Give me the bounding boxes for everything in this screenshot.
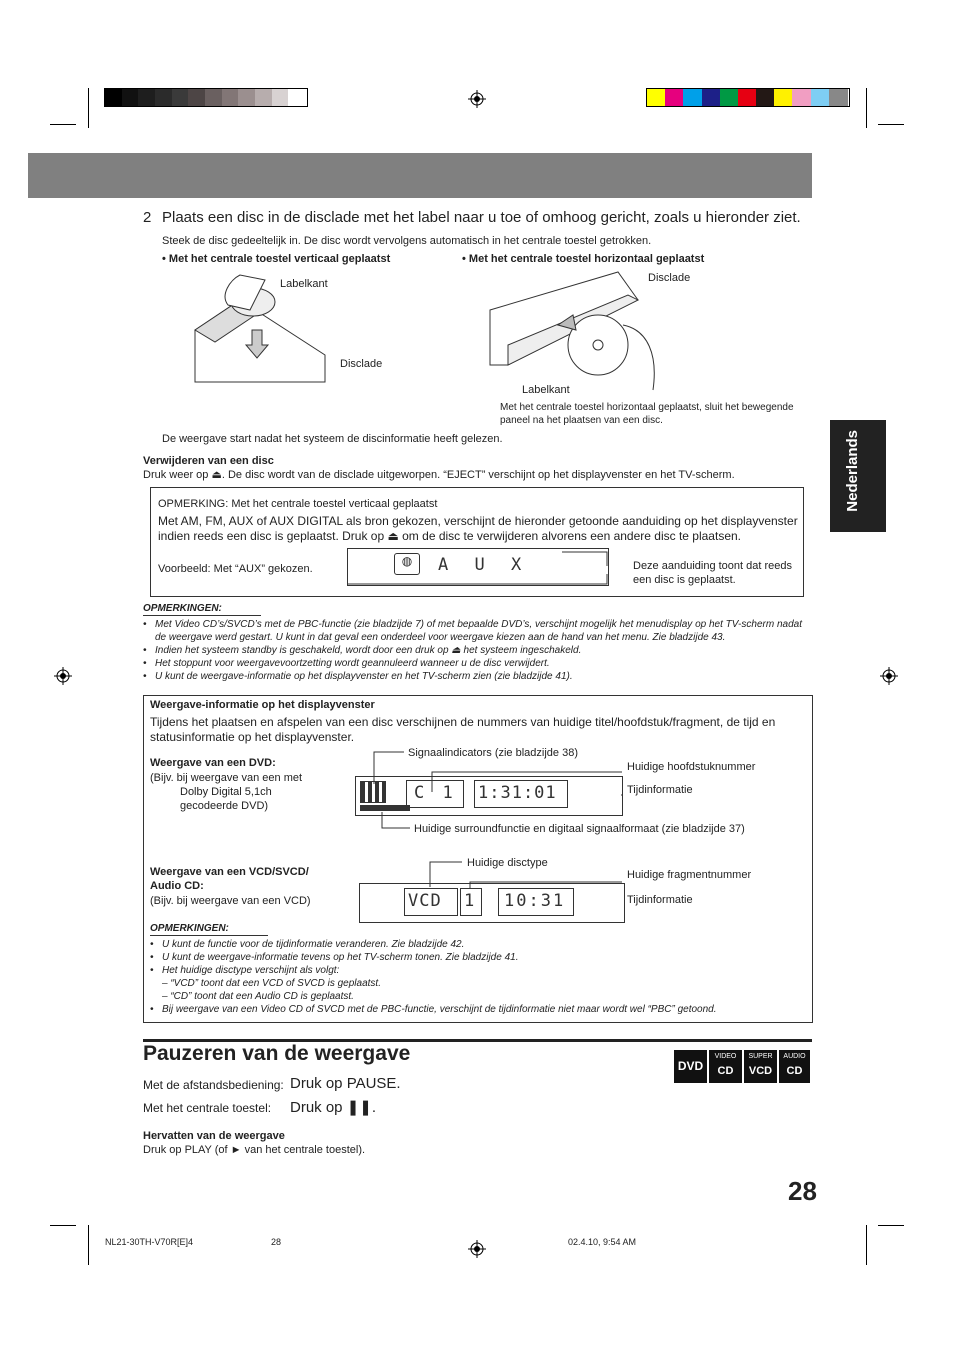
info-title: Weergave-informatie op het displayvenster xyxy=(150,699,375,711)
label-disclade-horizontal: Disclade xyxy=(648,272,691,284)
label-surround: Huidige surroundfunctie en digitaal signaalformaat (zie bladzijde 37) xyxy=(414,823,745,835)
badge-dvd-label: DVD xyxy=(677,1059,704,1073)
label-labelkant-vertical: Labelkant xyxy=(280,278,328,290)
playback-start-text: De weergave start nadat het systeem de discinformatie heeft gelezen. xyxy=(162,433,503,445)
badge-bottom-label: CD xyxy=(717,1065,734,1077)
vcd-title-1: Weergave van een VCD/SVCD/ xyxy=(150,866,309,878)
step-subtext: Steek de disc gedeeltelijk in. De disc wordt vervolgens automatisch in het centrale toestel getrokken. xyxy=(162,235,652,247)
step-heading: Plaats een disc in de disclade met het label naar u toe of omhoog gericht, zoals u hieronder ziet. xyxy=(162,209,801,226)
label-disctype: Huidige disctype xyxy=(467,857,548,869)
vcd-desc: (Bijv. bij weergave van een VCD) xyxy=(150,895,311,907)
language-tab-label: Nederlands xyxy=(844,430,861,512)
opmerking-example: Voorbeeld: Met “AUX” gekozen. xyxy=(158,563,313,575)
label-time-vcd: Tijdinformatie xyxy=(627,894,693,906)
eject-title: Verwijderen van een disc xyxy=(143,455,274,467)
dvd-desc-3: gecodeerde DVD) xyxy=(180,800,269,812)
info-text: Tijdens het plaatsen en afspelen van een disc verschijnen de nummers van huidige titel/hoofdstuk/fragment, de tijd en statusinformatie op het displayvenster. xyxy=(150,715,776,744)
note-item: • Met Video CD’s/SVCD’s met de PBC-functie (zie bladzijde 7) of met bepaalde DVD’s, verschijnt mogelijk het menudisplay op het TV-scherm nadat de weergave werd gestart. U kunt in dat geval een onderdeel voor weergave kiezen aan de hand van het menu. Zie bladzijde 43. xyxy=(143,618,808,644)
vcd-time-text: 10:31 xyxy=(504,891,566,911)
horizontal-note: Met het centrale toestel horizontaal geplaatst, sluit het bewegende paneel na het plaatsen van een disc. xyxy=(500,402,794,426)
opmerkingen-title: OPMERKINGEN: xyxy=(143,602,261,616)
resume-title: Hervatten van de weergave xyxy=(143,1130,285,1142)
bullet-vertical: • Met het centrale toestel verticaal geplaatst xyxy=(162,253,391,265)
vcd-track-text: 1 xyxy=(464,891,479,911)
note-item: • U kunt de functie voor de tijdinformatie veranderen. Zie bladzijde 42. xyxy=(150,938,805,951)
badge-dvd xyxy=(674,1050,707,1083)
label-labelkant-horizontal: Labelkant xyxy=(522,384,570,396)
resume-text: Druk op PLAY (of ► van het centrale toestel). xyxy=(143,1144,366,1156)
badge-audio-cd xyxy=(779,1050,810,1083)
badge-super-vcd xyxy=(744,1050,777,1083)
aux-annotation: Deze aanduiding toont dat reeds een disc is geplaatst. xyxy=(633,560,793,586)
disc-indicator-icon: ◍ xyxy=(394,553,420,575)
label-disclade-vertical: Disclade xyxy=(340,358,383,370)
note-item: • Het stoppunt voor weergavevoortzetting wordt geannuleerd wanneer u de disc verwijdert. xyxy=(143,657,808,670)
dvd-time-text: 1:31:01 xyxy=(478,783,557,803)
info-notes-list xyxy=(150,938,805,1016)
disc-badges xyxy=(674,1050,810,1083)
note-item: • Bij weergave van een Video CD of SVCD met de PBC-functie, verschijnt de tijdinformatie niet maar wordt wel “PBC” getoond. xyxy=(150,1003,805,1016)
pause-heading: Pauzeren van de weergave xyxy=(143,1042,411,1065)
badge-bottom-label: CD xyxy=(786,1065,803,1077)
remote-action: Druk op PAUSE. xyxy=(290,1075,401,1092)
vcd-type-text: VCD xyxy=(408,891,442,911)
footer-file: NL21-30TH-V70R[E]4 xyxy=(105,1237,194,1247)
label-chapter: Huidige hoofdstuknummer xyxy=(627,761,756,773)
label-time-dvd: Tijdinformatie xyxy=(627,784,693,796)
unit-action: Druk op ❚❚. xyxy=(290,1099,376,1116)
badge-bottom-label: VCD xyxy=(748,1065,773,1077)
note-item: • U kunt de weergave-informatie tevens op het TV-scherm tonen. Zie bladzijde 41. xyxy=(150,951,805,964)
bullet-horizontal-label: Met het centrale toestel horizontaal geplaatst xyxy=(468,253,705,265)
note-item: • Indien het systeem standby is geschakeld, wordt door een druk op ⏏ het systeem ingeschakeld. xyxy=(143,644,808,657)
opmerking-title: OPMERKING: Met het centrale toestel verticaal geplaatst xyxy=(158,498,438,510)
note-subitem: – “VCD” toont dat een VCD of SVCD is geplaatst. xyxy=(162,978,381,989)
footer-date: 02.4.10, 9:54 AM xyxy=(568,1237,637,1247)
page-number: 28 xyxy=(788,1176,817,1206)
badge-video-cd xyxy=(709,1050,742,1083)
footer-page: 28 xyxy=(271,1237,282,1247)
note-item: • Het huidige disctype verschijnt als volgt: xyxy=(150,964,805,977)
unit-label: Met het centrale toestel: xyxy=(143,1101,272,1115)
badge-top-label: VIDEO xyxy=(714,1053,737,1060)
label-signal: Signaalindicators (zie bladzijde 38) xyxy=(408,747,578,759)
dvd-desc-1: (Bijv. bij weergave van een met xyxy=(150,772,303,784)
opmerking-text: Met AM, FM, AUX of AUX DIGITAL als bron gekozen, verschijnt de hieronder getoonde aanduiding op het displayvenster indien reeds een disc is geplaatst. Druk op ⏏ om de disc te verwijderen alvorens een andere disc te plaatsen. xyxy=(158,514,798,543)
aux-display-text: A U X xyxy=(438,555,530,575)
bullet-horizontal: • Met het centrale toestel horizontaal geplaatst xyxy=(462,253,705,265)
badge-top-label: AUDIO xyxy=(783,1053,806,1060)
bullet-vertical-label: Met het centrale toestel verticaal geplaatst xyxy=(168,253,391,265)
remote-label: Met de afstandsbediening: xyxy=(143,1078,284,1092)
dvd-chapter-text: C 1 xyxy=(414,783,457,803)
eject-text: Druk weer op ⏏. De disc wordt van de disclade uitgeworpen. “EJECT” verschijnt op het displayvenster en het TV-scherm. xyxy=(143,469,735,481)
note-item: • U kunt de weergave-informatie op het displayvenster en het TV-scherm zien (zie bladzijde 41). xyxy=(143,670,808,683)
info-notes-title: OPMERKINGEN: xyxy=(150,922,268,936)
note-subitem: – “CD” toont dat een Audio CD is geplaatst. xyxy=(162,991,354,1002)
badge-top-label: SUPER xyxy=(748,1053,773,1060)
vcd-title-2: Audio CD: xyxy=(150,880,204,892)
dvd-desc-2: Dolby Digital 5,1ch xyxy=(180,786,272,798)
label-track: Huidige fragmentnummer xyxy=(627,869,752,881)
step-number: 2 xyxy=(143,209,152,226)
dvd-title: Weergave van een DVD: xyxy=(150,757,276,769)
